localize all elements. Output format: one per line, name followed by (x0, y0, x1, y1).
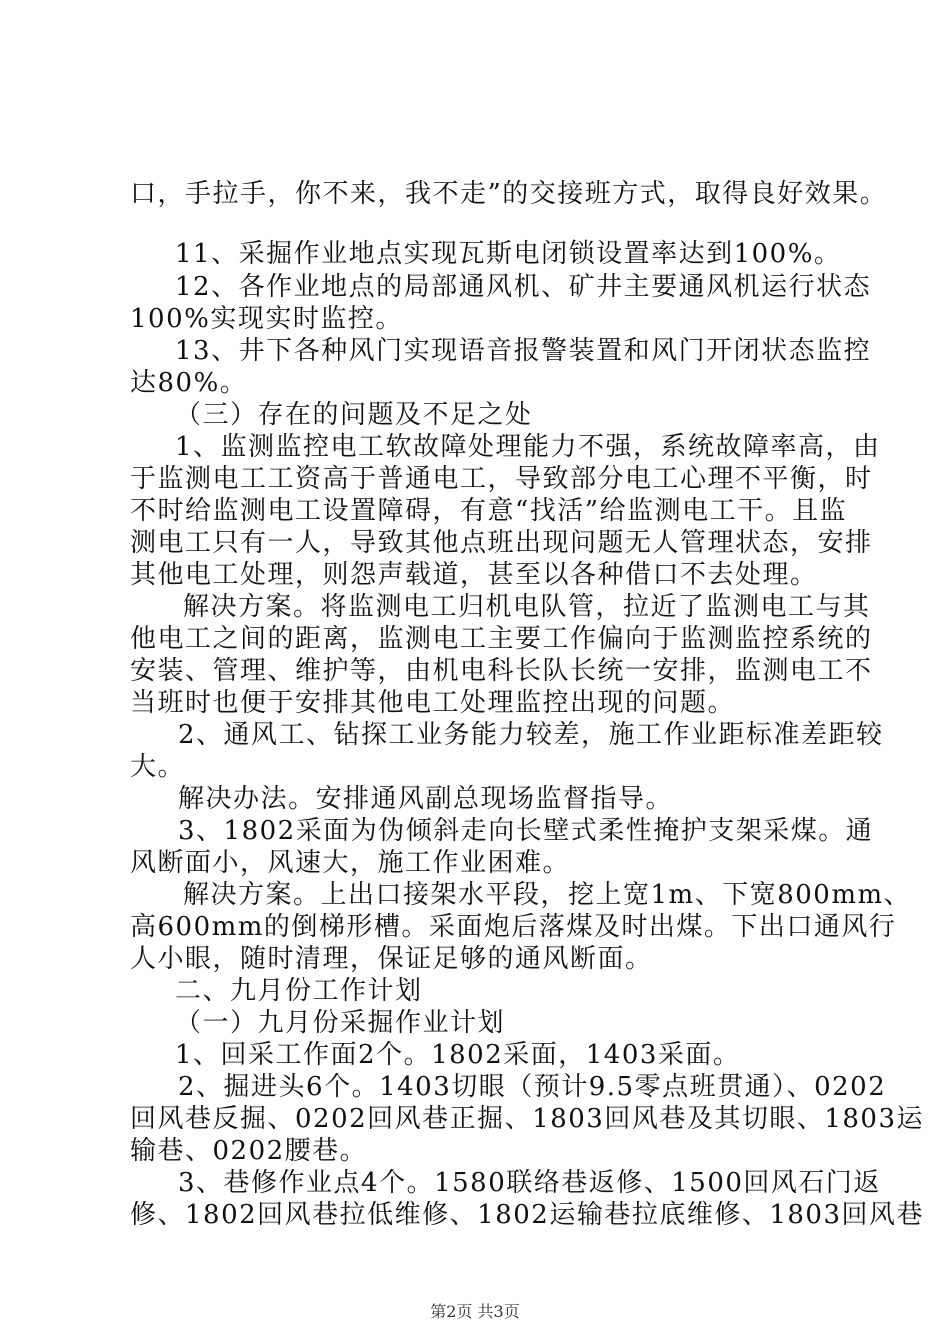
text-line: 解决办法。安排通风副总现场监督指导。 (178, 784, 674, 814)
page-number: 第2页 共3页 (430, 1302, 520, 1321)
text-line: 2、掘进头6个。1403切眼（预计9.5零点班贯通）、0202 (178, 1072, 887, 1102)
text-line: 安装、管理、维护等，由机电科长队长统一安排，监测电工不 (130, 656, 873, 686)
text-line: 11、采掘作业地点实现瓦斯电闭锁设置率达到100%。 (175, 239, 842, 269)
text-line: 2、通风工、钻探工业务能力较差，施工作业距标准差距较 (178, 720, 884, 750)
text-line: 解决方案。将监测电工归机电队管，拉近了监测电工与其 (183, 592, 871, 622)
text-line: 输巷、0202腰巷。 (130, 1136, 368, 1166)
text-line: 口，手拉手，你不来，我不走”的交接班方式，取得良好效果。 (130, 179, 888, 209)
text-line: 解决方案。上出口接架水平段，挖上宽1m、下宽800mm、 (183, 880, 912, 910)
text-line: 12、各作业地点的局部通风机、矿井主要通风机运行状态 (175, 272, 872, 302)
section-heading: 二、九月份工作计划 (175, 976, 423, 1006)
text-line: 其他电工处理，则怨声载道，甚至以各种借口不去处理。 (130, 560, 818, 590)
text-line: 达80%。 (130, 368, 248, 398)
section-heading: （三）存在的问题及不足之处 (175, 400, 533, 430)
text-line: 修、1802回风巷拉低维修、1802运输巷拉底维修、1803回风巷 (130, 1200, 925, 1230)
text-line: 高600mm的倒梯形槽。采面炮后落煤及时出煤。下出口通风行 (130, 912, 897, 942)
text-line: 1、监测监控电工软故障处理能力不强，系统故障率高，由 (175, 432, 881, 462)
section-heading: （一）九月份采掘作业计划 (175, 1008, 506, 1038)
text-line: 100%实现实时监控。 (130, 304, 403, 334)
text-line: 人小眼，随时清理，保证足够的通风断面。 (130, 944, 653, 974)
text-line: 3、1802采面为伪倾斜走向长壁式柔性掩护支架采煤。通 (178, 816, 874, 846)
text-line: 于监测电工工资高于普通电工，导致部分电工心理不平衡，时 (130, 464, 873, 494)
text-line: 13、井下各种风门实现语音报警装置和风门开闭状态监控 (175, 336, 872, 366)
text-line: 不时给监测电工设置障碍，有意“找活”给监测电工干。且监 (130, 496, 848, 526)
text-line: 他电工之间的距离，监测电工主要工作偏向于监测监控系统的 (130, 624, 873, 654)
text-line: 回风巷反掘、0202回风巷正掘、1803回风巷及其切眼、1803运 (130, 1104, 925, 1134)
text-line: 1、回采工作面2个。1802采面，1403采面。 (175, 1040, 741, 1070)
text-line: 测电工只有一人，导致其他点班出现问题无人管理状态，安排 (130, 528, 873, 558)
text-line: 大。 (130, 752, 186, 782)
text-line: 当班时也便于安排其他电工处理监控出现的问题。 (130, 688, 736, 718)
text-line: 3、巷修作业点4个。1580联络巷返修、1500回风石门返 (178, 1168, 881, 1198)
text-line: 风断面小，风速大，施工作业困难。 (130, 848, 571, 878)
